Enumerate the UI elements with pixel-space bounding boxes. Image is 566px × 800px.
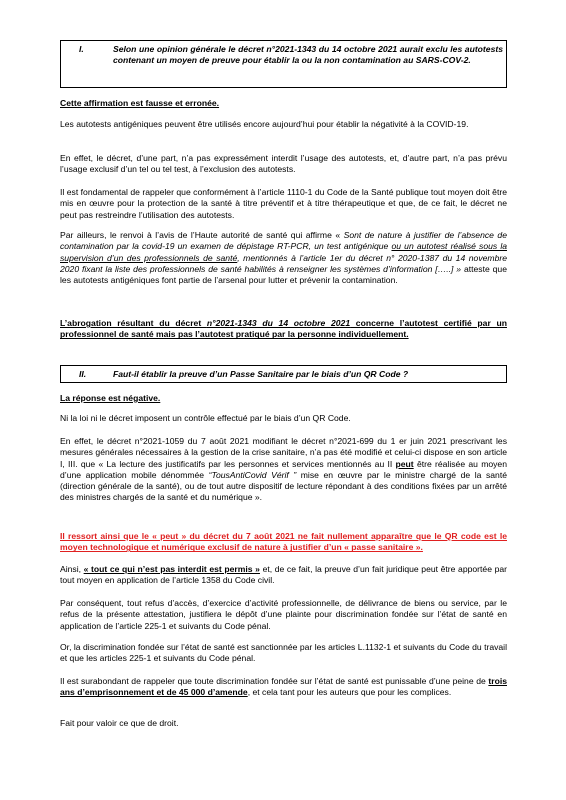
p4-quote-underlined: ou un autotest réalisé sous la supervision d’un des professionnels de santé bbox=[60, 241, 508, 263]
p5-decree: n°2021-1343 du 14 octobre 2021 bbox=[206, 318, 351, 328]
section-2-verdict: La réponse est négative. bbox=[60, 393, 161, 403]
section-1-paragraph-1: Les autotests antigéniques peuvent être utilisés encore aujourd’hui pour établir la négativité à la COVID-19. bbox=[60, 119, 469, 129]
section-1-number: I. bbox=[79, 44, 84, 54]
section-1-paragraph-3: Il est fondamental de rappeler que conformément à l’article 1110-1 du Code de la Santé publique tout moyen doit être mis en œuvre pour la protection de la santé à titre préventif et à titre thérapeutique et que, de ce fait, le décret ne peut pas restreindre l’utilisation des autotests. bbox=[60, 187, 507, 220]
section-1-paragraph-2: En effet, le décret, d’une part, n’a pas expressément interdit l’usage des autotests, et, d’autre part, n’a pas prévu l’usage exclusif d’un tel ou tel test, à l’exclusion des autotests. bbox=[60, 153, 507, 175]
p4b-start: Ainsi, bbox=[60, 564, 84, 574]
section-2-paragraph-3: Il ressort ainsi que le « peut » du décret du 7 août 2021 ne fait nullement apparaître que le QR code est le moyen technologique et numérique exclusif de nature à justifier d’un « passe sanitaire ». bbox=[60, 531, 507, 553]
p4-quote: Sont de nature à justifier de l’absence de contamination par la covid-19 un examen de dépistage RT-PCR, un test antigénique bbox=[60, 230, 507, 252]
section-1-heading-box bbox=[60, 40, 507, 88]
section-2-paragraph-2 bbox=[60, 436, 507, 504]
section-2-paragraph-1: Ni la loi ni le décret imposent un contrôle effectué par le biais d’un QR Code. bbox=[60, 413, 351, 423]
p4b-maxim: « tout ce qui n’est pas interdit est permis » bbox=[83, 564, 260, 574]
p7-penalty: trois ans d’emprisonnement et de 45 000 d’amende bbox=[60, 676, 507, 698]
closing-line: Fait pour valoir ce que de droit. bbox=[60, 718, 179, 728]
section-1-paragraph-4 bbox=[60, 230, 507, 286]
p2-end: mise en œuvre par le ministre chargé de la santé (direction générale de la santé), ou de tout autre dispositif de lecture répondant à des conditions fixées par un arrêté des ministres chargés de la santé et du numérique ». bbox=[60, 469, 507, 503]
p7-start: Il est surabondant de rappeler que toute discrimination fondée sur l’état de santé est punissable d’une peine de bbox=[60, 676, 489, 686]
p4-quote-end: , mentionnés à l’article 1er du décret n° 2020-1387 du 14 novembre 2020 fixant la liste des professionnels de santé habilités à renseigner les systèmes d’information […..] » bbox=[60, 252, 507, 274]
p7-end: , et cela tant pour les auteurs que pour les complices. bbox=[247, 687, 452, 698]
p4-conclusion: atteste que les autotests antigéniques font partie de l’arsenal pour lutter et prévenir la contamination. bbox=[60, 263, 507, 286]
section-1-title: Selon une opinion générale le décret n°2021-1343 du 14 octobre 2021 aurait exclu les autotests contenant un moyen de preuve pour établir la ou la non contamination au SARS-COV-2. bbox=[113, 44, 503, 66]
section-2-paragraph-6: Or, la discrimination fondée sur l’état de santé est sanctionnée par les articles L.1132-1 et suivants du Code du travail et que les articles 225-1 et suivants du Code pénal. bbox=[60, 642, 507, 664]
section-2-heading-box bbox=[60, 365, 507, 383]
p2-mid: être réalisée au moyen d’une application mobile dénommée bbox=[60, 458, 507, 480]
section-1-paragraph-5 bbox=[60, 318, 507, 341]
section-1-verdict: Cette affirmation est fausse et erronée. bbox=[60, 98, 220, 108]
p4-intro: Par ailleurs, le renvoi à l’avis de l’Haute autorité de santé qui affirme « bbox=[60, 230, 344, 240]
p2-peut: peut bbox=[395, 458, 414, 469]
p2-start: En effet, le décret n°2021-1059 du 7 août 2021 modifiant le décret n°2021-699 du 1 er juin 2021 prescrivant les mesures générales nécessaires à la gestion de la crise sanitaire, n’a pas été modifié et celui-ci dispose en son article I, III. que « La lecture des justificatifs par les personnes et services mentionnés au II bbox=[60, 436, 507, 469]
p5-start: L’abrogation résultant du décret bbox=[60, 318, 207, 328]
section-2-paragraph-4 bbox=[60, 564, 507, 587]
section-2-paragraph-5: Par conséquent, tout refus d’accès, d’exercice d’activité professionnelle, de délivrance de biens ou service, par le refus de la présente attestation, justifiera le dépôt d’une plainte pour discrimination fondée sur l’état de santé en application de l’article 225-1 et suivants du Code pénal. bbox=[60, 598, 507, 631]
p5-end: concerne l’autotest certifié par un professionnel de santé mais pas l’autotest pratiqué par la personne individuellement. bbox=[60, 318, 507, 340]
section-2-number: II. bbox=[79, 369, 87, 379]
section-2-title: Faut-il établir la preuve d’un Passe Sanitaire par le biais d’un QR Code ? bbox=[113, 369, 409, 379]
section-2-paragraph-7 bbox=[60, 676, 507, 699]
p4b-end: et, de ce fait, la preuve d’un fait juridique peut être apportée par tout moyen en application de l’article 1358 du Code civil. bbox=[60, 564, 508, 586]
p2-app-name: “TousAntiCovid Vérif ” bbox=[208, 469, 297, 480]
